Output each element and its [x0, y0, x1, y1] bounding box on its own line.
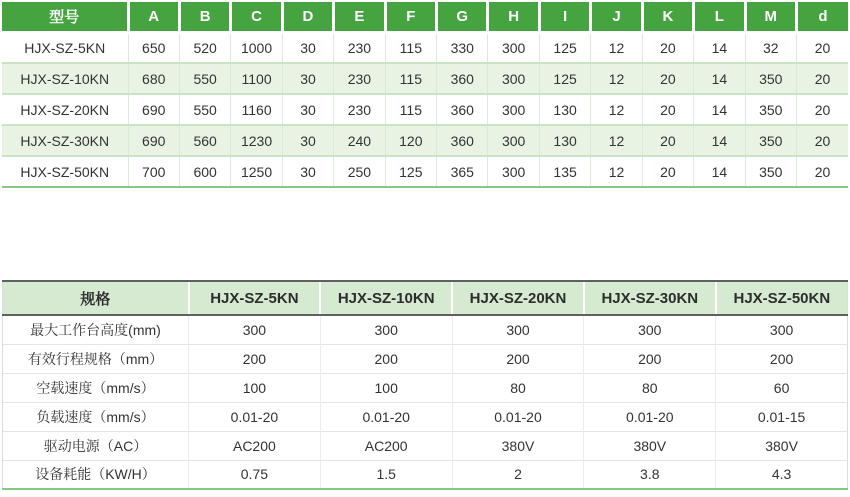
column-header: L [694, 2, 745, 32]
value-cell: 300 [488, 32, 539, 63]
table-row [2, 63, 848, 94]
value-cell: 300 [716, 315, 848, 344]
value-cell: 380V [716, 431, 848, 460]
value-cell: 250 [334, 156, 385, 187]
value-cell: 200 [584, 344, 716, 373]
value-cell: 12 [591, 94, 642, 125]
value-cell: 30 [282, 32, 333, 63]
value-cell: 1.5 [320, 460, 452, 489]
column-header: d [796, 2, 848, 32]
value-cell: 300 [584, 315, 716, 344]
value-cell: 330 [437, 32, 488, 63]
value-cell: 115 [385, 94, 436, 125]
value-cell: 20 [796, 63, 848, 94]
value-cell: 20 [796, 94, 848, 125]
value-cell: AC200 [320, 431, 452, 460]
value-cell: 125 [385, 156, 436, 187]
value-cell: 550 [179, 63, 230, 94]
column-header: G [437, 2, 488, 32]
value-cell: 60 [716, 373, 848, 402]
value-cell: 125 [539, 63, 590, 94]
row-label-cell: 最大工作台高度(mm) [3, 315, 189, 344]
value-cell: 120 [385, 125, 436, 156]
table-row [3, 460, 848, 489]
value-cell: 14 [694, 156, 745, 187]
table-row [3, 315, 848, 344]
spec-header-row [3, 281, 848, 315]
value-cell: 130 [539, 94, 590, 125]
value-cell: 1000 [231, 32, 282, 63]
value-cell: 1250 [231, 156, 282, 187]
value-cell: 100 [189, 373, 321, 402]
value-cell: 560 [179, 125, 230, 156]
value-cell: 20 [796, 156, 848, 187]
value-cell: 0.01-20 [452, 402, 584, 431]
value-cell: 30 [282, 94, 333, 125]
column-header: F [385, 2, 436, 32]
row-label-cell: 负载速度（mm/s） [3, 402, 189, 431]
value-cell: 690 [128, 94, 179, 125]
row-label-cell: 驱动电源（AC） [3, 431, 189, 460]
value-cell: 350 [745, 94, 796, 125]
column-header: HJX-SZ-10KN [320, 281, 452, 315]
value-cell: 32 [745, 32, 796, 63]
column-header: J [591, 2, 642, 32]
value-cell: 80 [584, 373, 716, 402]
value-cell: 0.01-20 [584, 402, 716, 431]
value-cell: 0.75 [189, 460, 321, 489]
value-cell: 300 [189, 315, 321, 344]
value-cell: 360 [437, 125, 488, 156]
value-cell: 600 [179, 156, 230, 187]
value-cell: AC200 [189, 431, 321, 460]
row-label-cell: HJX-SZ-30KN [2, 125, 128, 156]
value-cell: 20 [642, 125, 693, 156]
value-cell: 300 [320, 315, 452, 344]
column-header: HJX-SZ-20KN [452, 281, 584, 315]
value-cell: 240 [334, 125, 385, 156]
value-cell: 80 [452, 373, 584, 402]
table-row [2, 94, 848, 125]
dimension-header-row [2, 2, 848, 32]
value-cell: 300 [488, 94, 539, 125]
row-label-cell: HJX-SZ-20KN [2, 94, 128, 125]
row-label-column-header: 规格 [3, 281, 189, 315]
dimension-table-section [2, 2, 848, 188]
row-label-cell: 设备耗能（KW/H） [3, 460, 189, 489]
value-cell: 20 [796, 32, 848, 63]
column-header: E [334, 2, 385, 32]
value-cell: 550 [179, 94, 230, 125]
column-header: HJX-SZ-5KN [189, 281, 321, 315]
value-cell: 14 [694, 32, 745, 63]
row-label-cell: HJX-SZ-5KN [2, 32, 128, 63]
table-row [3, 431, 848, 460]
value-cell: 350 [745, 63, 796, 94]
value-cell: 360 [437, 94, 488, 125]
column-header: H [488, 2, 539, 32]
value-cell: 30 [282, 156, 333, 187]
value-cell: 200 [452, 344, 584, 373]
value-cell: 350 [745, 125, 796, 156]
table-row [2, 156, 848, 187]
value-cell: 200 [716, 344, 848, 373]
value-cell: 365 [437, 156, 488, 187]
value-cell: 1160 [231, 94, 282, 125]
dimension-table [2, 2, 848, 188]
row-label-column-header: 型号 [2, 2, 128, 32]
column-header: B [179, 2, 230, 32]
table-row [2, 125, 848, 156]
value-cell: 680 [128, 63, 179, 94]
column-header: I [539, 2, 590, 32]
value-cell: 380V [584, 431, 716, 460]
table-row [2, 32, 848, 63]
value-cell: 115 [385, 32, 436, 63]
value-cell: 30 [282, 63, 333, 94]
value-cell: 650 [128, 32, 179, 63]
value-cell: 690 [128, 125, 179, 156]
value-cell: 0.01-20 [320, 402, 452, 431]
value-cell: 20 [642, 156, 693, 187]
value-cell: 200 [189, 344, 321, 373]
value-cell: 1230 [231, 125, 282, 156]
column-header: HJX-SZ-30KN [584, 281, 716, 315]
value-cell: 520 [179, 32, 230, 63]
value-cell: 30 [282, 125, 333, 156]
value-cell: 115 [385, 63, 436, 94]
row-label-cell: HJX-SZ-50KN [2, 156, 128, 187]
row-label-cell: HJX-SZ-10KN [2, 63, 128, 94]
value-cell: 12 [591, 125, 642, 156]
table-row [3, 402, 848, 431]
value-cell: 12 [591, 32, 642, 63]
section-gap [2, 188, 848, 280]
column-header: M [745, 2, 796, 32]
value-cell: 20 [642, 63, 693, 94]
column-header: C [231, 2, 282, 32]
value-cell: 12 [591, 156, 642, 187]
value-cell: 20 [642, 32, 693, 63]
value-cell: 380V [452, 431, 584, 460]
value-cell: 300 [488, 63, 539, 94]
value-cell: 135 [539, 156, 590, 187]
column-header: HJX-SZ-50KN [716, 281, 848, 315]
value-cell: 100 [320, 373, 452, 402]
spec-table-section [2, 280, 848, 490]
table-row [3, 344, 848, 373]
column-header: K [642, 2, 693, 32]
value-cell: 3.8 [584, 460, 716, 489]
value-cell: 14 [694, 94, 745, 125]
value-cell: 1100 [231, 63, 282, 94]
value-cell: 12 [591, 63, 642, 94]
value-cell: 300 [488, 156, 539, 187]
value-cell: 0.01-20 [189, 402, 321, 431]
value-cell: 300 [488, 125, 539, 156]
value-cell: 230 [334, 32, 385, 63]
spec-table [2, 280, 848, 490]
value-cell: 14 [694, 125, 745, 156]
value-cell: 14 [694, 63, 745, 94]
row-label-cell: 空载速度（mm/s） [3, 373, 189, 402]
row-label-cell: 有效行程规格（mm） [3, 344, 189, 373]
value-cell: 350 [745, 156, 796, 187]
value-cell: 230 [334, 63, 385, 94]
value-cell: 360 [437, 63, 488, 94]
value-cell: 4.3 [716, 460, 848, 489]
value-cell: 125 [539, 32, 590, 63]
value-cell: 20 [642, 94, 693, 125]
value-cell: 0.01-15 [716, 402, 848, 431]
value-cell: 700 [128, 156, 179, 187]
value-cell: 130 [539, 125, 590, 156]
column-header: A [128, 2, 179, 32]
value-cell: 20 [796, 125, 848, 156]
value-cell: 200 [320, 344, 452, 373]
value-cell: 300 [452, 315, 584, 344]
table-row [3, 373, 848, 402]
value-cell: 2 [452, 460, 584, 489]
value-cell: 230 [334, 94, 385, 125]
column-header: D [282, 2, 333, 32]
